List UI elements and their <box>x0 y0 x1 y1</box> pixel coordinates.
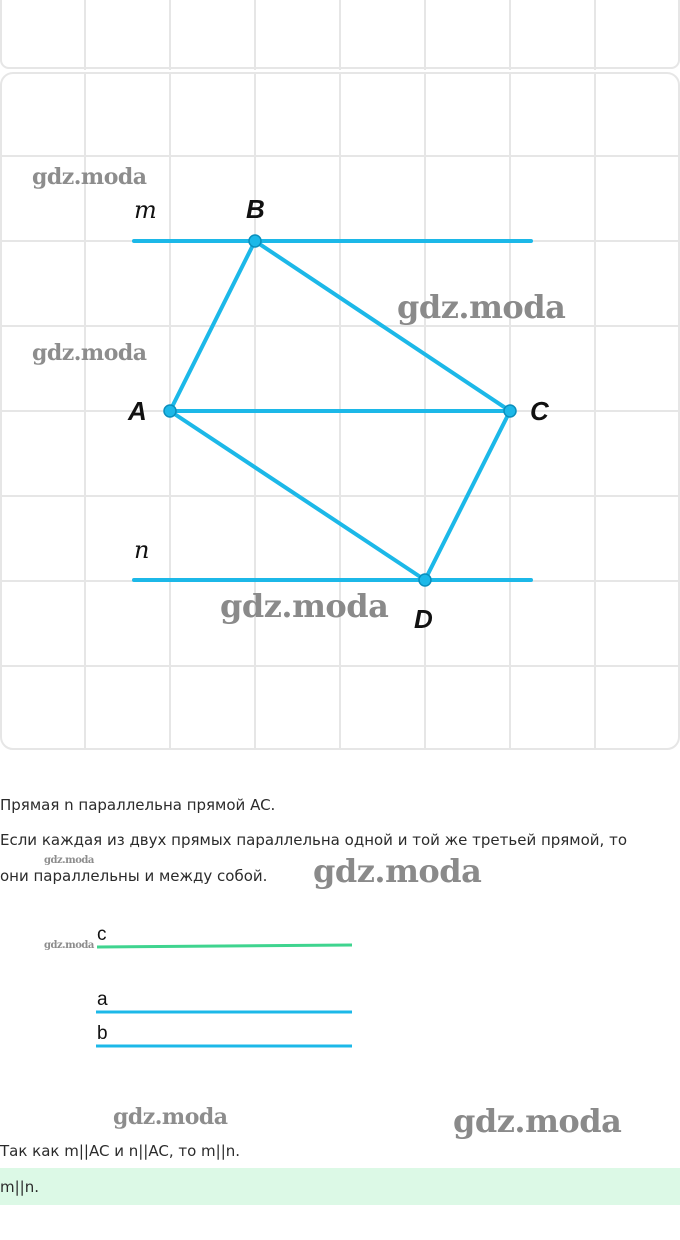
answer-box <box>0 1168 680 1205</box>
conclusion-text: Так как m||AC и n||AC, то m||n. <box>0 1142 241 1160</box>
statement-text: Прямая n параллельна прямой AC. <box>0 796 276 814</box>
watermark: gdz.moda <box>397 288 566 326</box>
watermark: gdz.moda <box>32 164 147 190</box>
line-c <box>97 945 352 947</box>
watermark: gdz.moda <box>44 855 94 866</box>
watermark: gdz.moda <box>313 852 482 890</box>
label-d: D <box>414 604 433 634</box>
theorem-text-line1: Если каждая из двух прямых параллельна одной и той же третьей прямой, то <box>0 831 628 849</box>
label-m: m <box>134 196 157 224</box>
label-b-line: b <box>97 1023 108 1044</box>
watermark: gdz.moda <box>113 1104 228 1130</box>
label-a-line: a <box>97 989 108 1010</box>
watermark: gdz.moda <box>32 340 147 366</box>
label-c-line: c <box>97 924 107 945</box>
top-grid-card <box>0 0 680 70</box>
watermark: gdz.moda <box>220 587 389 625</box>
point-d <box>419 574 431 586</box>
label-a: A <box>128 396 147 426</box>
point-c <box>504 405 516 417</box>
answer-text: m||n. <box>0 1178 39 1196</box>
label-c: C <box>530 396 549 426</box>
label-b: B <box>246 194 265 224</box>
parallel-lines-diagram <box>0 920 680 1060</box>
top-grid <box>0 0 680 70</box>
label-n: n <box>134 536 150 564</box>
watermark: gdz.moda <box>44 940 94 951</box>
point-a <box>164 405 176 417</box>
theorem-text-line2: они параллельны и между собой. <box>0 867 268 885</box>
point-b <box>249 235 261 247</box>
watermark: gdz.moda <box>453 1102 622 1140</box>
